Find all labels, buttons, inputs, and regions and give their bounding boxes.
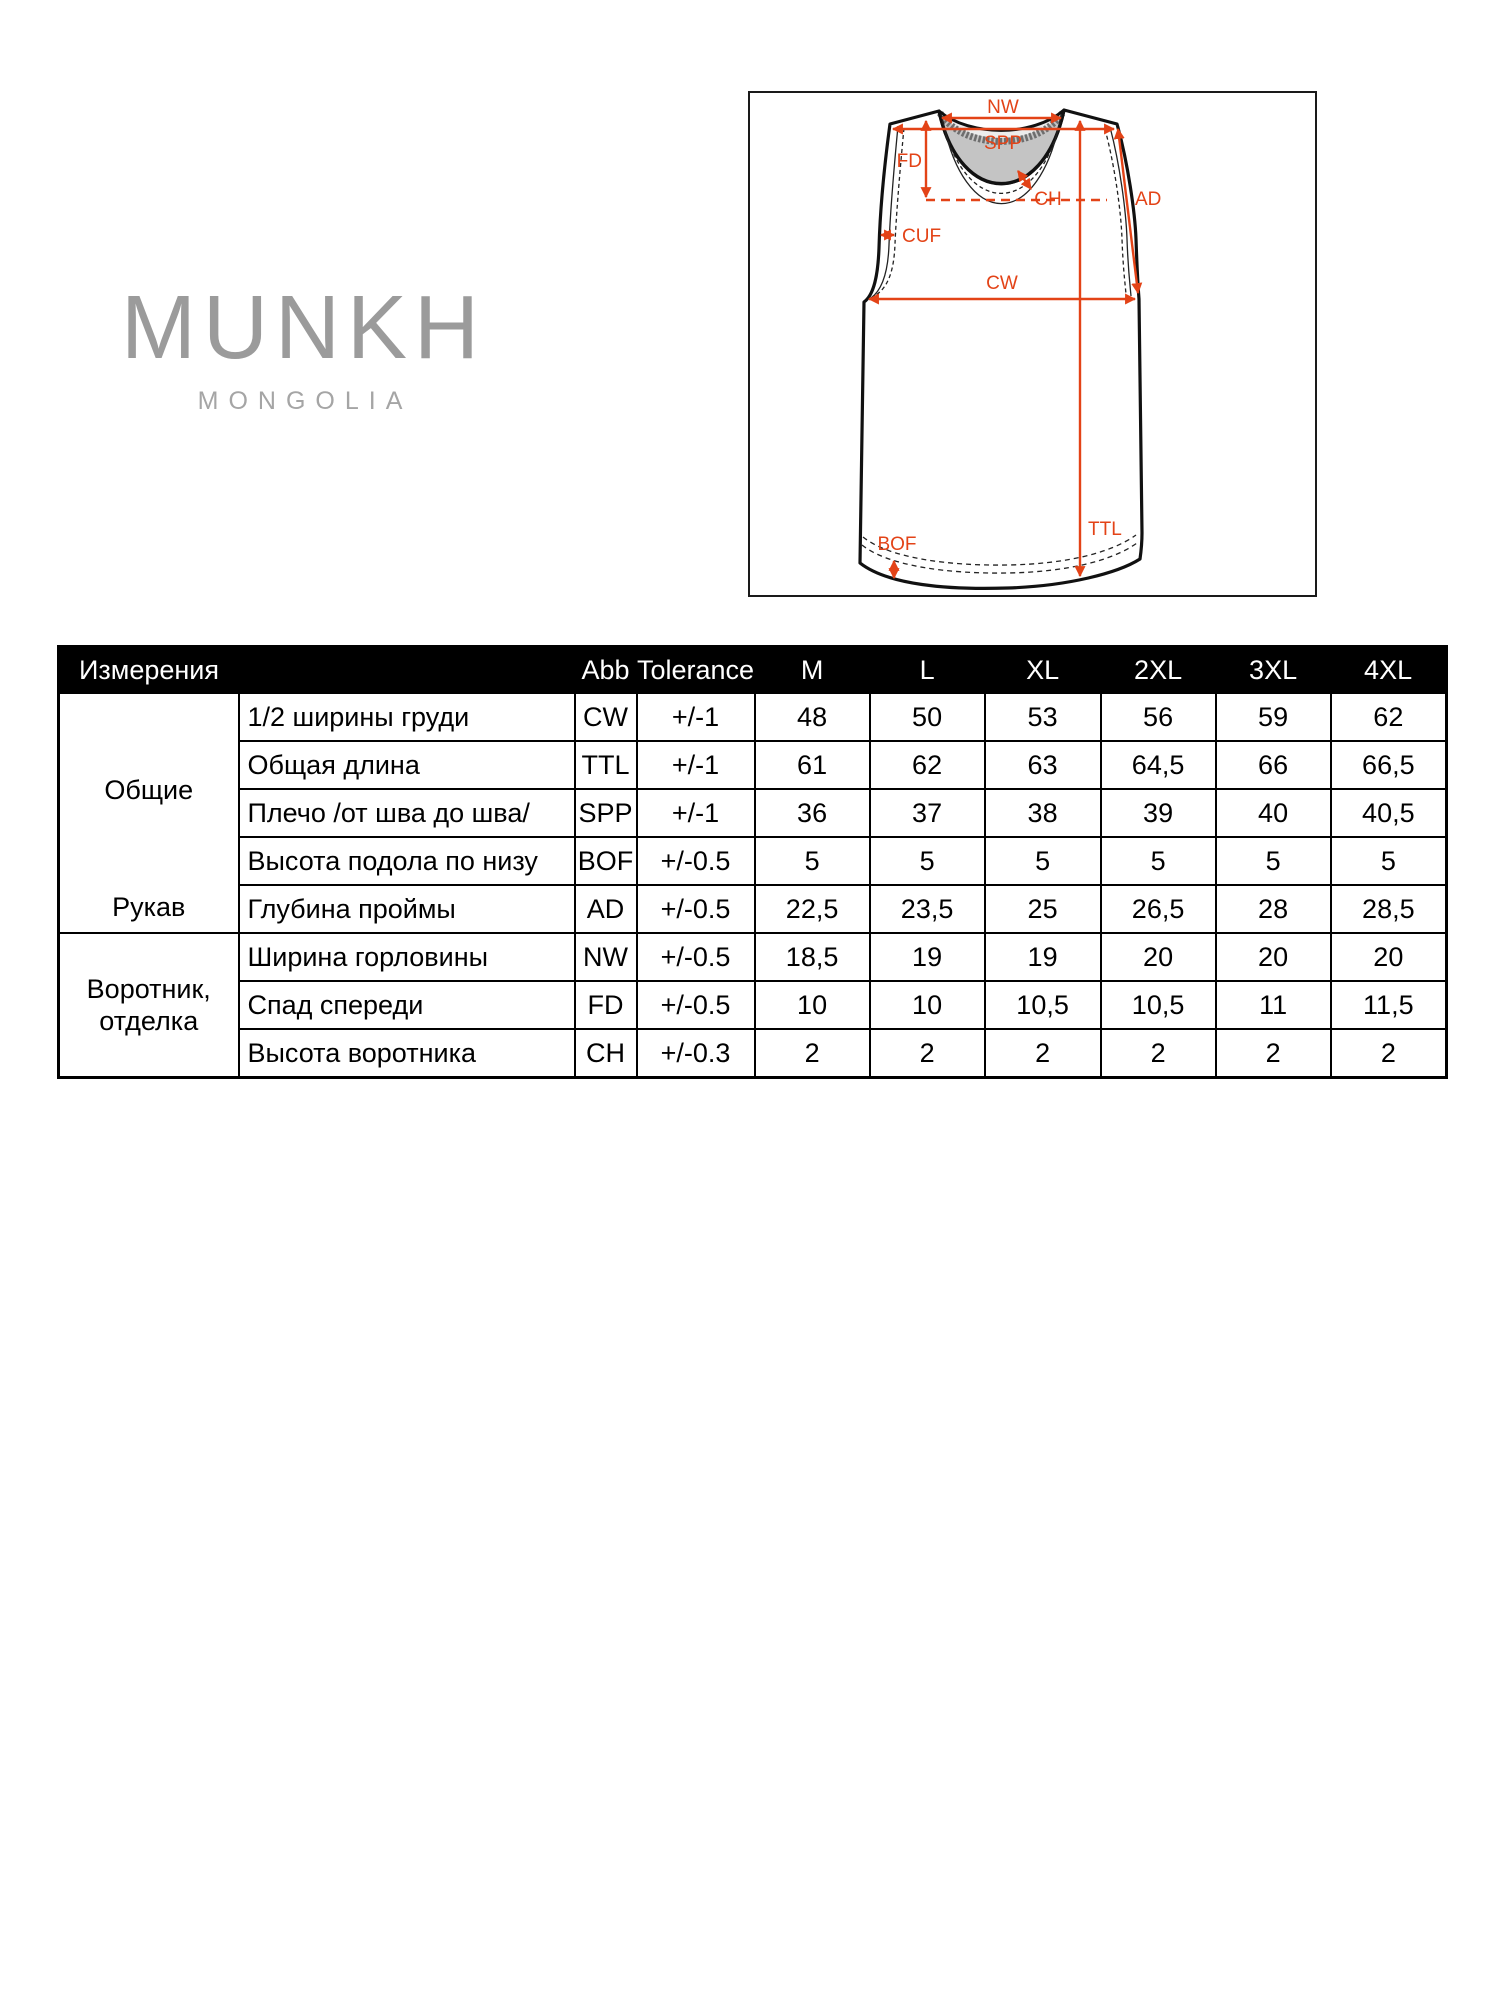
table-row bbox=[59, 1029, 1447, 1078]
value-2xl: 39 bbox=[1101, 789, 1216, 837]
table-row bbox=[59, 933, 1447, 981]
tank-top-drawing bbox=[750, 93, 1315, 595]
measurement-name: Спад спереди bbox=[239, 981, 575, 1029]
table-row bbox=[59, 981, 1447, 1029]
value-l: 10 bbox=[870, 981, 985, 1029]
header-size-m: M bbox=[755, 647, 870, 694]
group-label-collar-line2: отделка bbox=[99, 1006, 199, 1036]
value-2xl: 20 bbox=[1101, 933, 1216, 981]
cuf-label: CUF bbox=[902, 226, 942, 247]
value-4xl: 28,5 bbox=[1331, 885, 1447, 933]
table-row bbox=[59, 741, 1447, 789]
value-2xl: 10,5 bbox=[1101, 981, 1216, 1029]
header-size-l: L bbox=[870, 647, 985, 694]
measurement-abb: TTL bbox=[575, 741, 637, 789]
measurement-tolerance: +/-1 bbox=[637, 741, 755, 789]
size-table bbox=[57, 645, 1448, 1079]
value-3xl: 59 bbox=[1216, 693, 1331, 741]
bof-label: BOF bbox=[877, 534, 917, 555]
group-label-general: Общие bbox=[104, 774, 194, 805]
measurement-abb: CH bbox=[575, 1029, 637, 1078]
group-label-sleeve: Рукав bbox=[112, 891, 186, 922]
measurement-abb: AD bbox=[575, 885, 637, 933]
brand-subtitle: MONGOLIA bbox=[197, 387, 413, 415]
value-m: 18,5 bbox=[755, 933, 870, 981]
measurement-abb: NW bbox=[575, 933, 637, 981]
value-3xl: 5 bbox=[1216, 837, 1331, 885]
value-3xl: 40 bbox=[1216, 789, 1331, 837]
value-m: 48 bbox=[755, 693, 870, 741]
measurement-abb: BOF bbox=[575, 837, 637, 885]
brand-logo bbox=[105, 278, 495, 415]
table-row bbox=[59, 789, 1447, 837]
spp-label: SPP bbox=[983, 133, 1023, 154]
header-spacer bbox=[239, 647, 575, 694]
group-cell-collar bbox=[59, 933, 239, 1078]
value-l: 62 bbox=[870, 741, 985, 789]
group-label-collar-line1: Воротник, bbox=[86, 973, 211, 1004]
value-l: 2 bbox=[870, 1029, 985, 1078]
measurement-tolerance: +/-0.5 bbox=[637, 933, 755, 981]
header-abb: Abb bbox=[575, 647, 637, 694]
ch-label: CH bbox=[1034, 189, 1062, 210]
table-row bbox=[59, 885, 1447, 933]
value-2xl: 26,5 bbox=[1101, 885, 1216, 933]
value-4xl: 2 bbox=[1331, 1029, 1447, 1078]
value-m: 36 bbox=[755, 789, 870, 837]
value-4xl: 11,5 bbox=[1331, 981, 1447, 1029]
value-4xl: 40,5 bbox=[1331, 789, 1447, 837]
value-3xl: 28 bbox=[1216, 885, 1331, 933]
value-l: 5 bbox=[870, 837, 985, 885]
header-size-xl: XL bbox=[985, 647, 1101, 694]
value-2xl: 2 bbox=[1101, 1029, 1216, 1078]
value-xl: 25 bbox=[985, 885, 1101, 933]
measurement-abb: CW bbox=[575, 693, 637, 741]
value-4xl: 62 bbox=[1331, 693, 1447, 741]
measurement-tolerance: +/-1 bbox=[637, 693, 755, 741]
header-size-4xl: 4XL bbox=[1331, 647, 1447, 694]
header-size-3xl: 3XL bbox=[1216, 647, 1331, 694]
value-m: 2 bbox=[755, 1029, 870, 1078]
nw-label: NW bbox=[987, 97, 1019, 118]
measurement-name: Высота воротника bbox=[239, 1029, 575, 1078]
ad-label: AD bbox=[1135, 189, 1162, 210]
table-row bbox=[59, 837, 1447, 885]
value-m: 22,5 bbox=[755, 885, 870, 933]
value-xl: 2 bbox=[985, 1029, 1101, 1078]
group-cell-general-sleeve bbox=[59, 693, 239, 933]
value-xl: 38 bbox=[985, 789, 1101, 837]
value-l: 23,5 bbox=[870, 885, 985, 933]
value-2xl: 56 bbox=[1101, 693, 1216, 741]
measurement-tolerance: +/-1 bbox=[637, 789, 755, 837]
measurement-name: Глубина проймы bbox=[239, 885, 575, 933]
value-4xl: 5 bbox=[1331, 837, 1447, 885]
value-xl: 63 bbox=[985, 741, 1101, 789]
value-xl: 5 bbox=[985, 837, 1101, 885]
value-3xl: 11 bbox=[1216, 981, 1331, 1029]
value-m: 61 bbox=[755, 741, 870, 789]
value-m: 10 bbox=[755, 981, 870, 1029]
value-4xl: 20 bbox=[1331, 933, 1447, 981]
measurement-abb: SPP bbox=[575, 789, 637, 837]
value-3xl: 66 bbox=[1216, 741, 1331, 789]
value-xl: 19 bbox=[985, 933, 1101, 981]
table-row bbox=[59, 693, 1447, 741]
measurement-name: Плечо /от шва до шва/ bbox=[239, 789, 575, 837]
measurement-tolerance: +/-0.5 bbox=[637, 885, 755, 933]
value-4xl: 66,5 bbox=[1331, 741, 1447, 789]
measurement-abb: FD bbox=[575, 981, 637, 1029]
fd-label: FD bbox=[896, 151, 922, 172]
cw-label: CW bbox=[986, 273, 1018, 294]
value-l: 37 bbox=[870, 789, 985, 837]
ttl-label: TTL bbox=[1088, 519, 1122, 540]
brand-name: MUNKH bbox=[121, 278, 486, 378]
value-l: 19 bbox=[870, 933, 985, 981]
header-size-2xl: 2XL bbox=[1101, 647, 1216, 694]
value-xl: 53 bbox=[985, 693, 1101, 741]
value-3xl: 2 bbox=[1216, 1029, 1331, 1078]
measurement-name: Общая длина bbox=[239, 741, 575, 789]
measurement-tolerance: +/-0.5 bbox=[637, 981, 755, 1029]
value-3xl: 20 bbox=[1216, 933, 1331, 981]
value-2xl: 5 bbox=[1101, 837, 1216, 885]
measurement-name: 1/2 ширины груди bbox=[239, 693, 575, 741]
value-2xl: 64,5 bbox=[1101, 741, 1216, 789]
header-tolerance: Tolerance bbox=[637, 647, 755, 694]
value-l: 50 bbox=[870, 693, 985, 741]
measurement-tolerance: +/-0.5 bbox=[637, 837, 755, 885]
measurement-tolerance: +/-0.3 bbox=[637, 1029, 755, 1078]
value-xl: 10,5 bbox=[985, 981, 1101, 1029]
value-m: 5 bbox=[755, 837, 870, 885]
garment-diagram bbox=[748, 91, 1317, 597]
measurement-name: Ширина горловины bbox=[239, 933, 575, 981]
header-measurements: Измерения bbox=[59, 647, 239, 694]
measurement-name: Высота подола по низу bbox=[239, 837, 575, 885]
table-header-row bbox=[59, 647, 1447, 694]
